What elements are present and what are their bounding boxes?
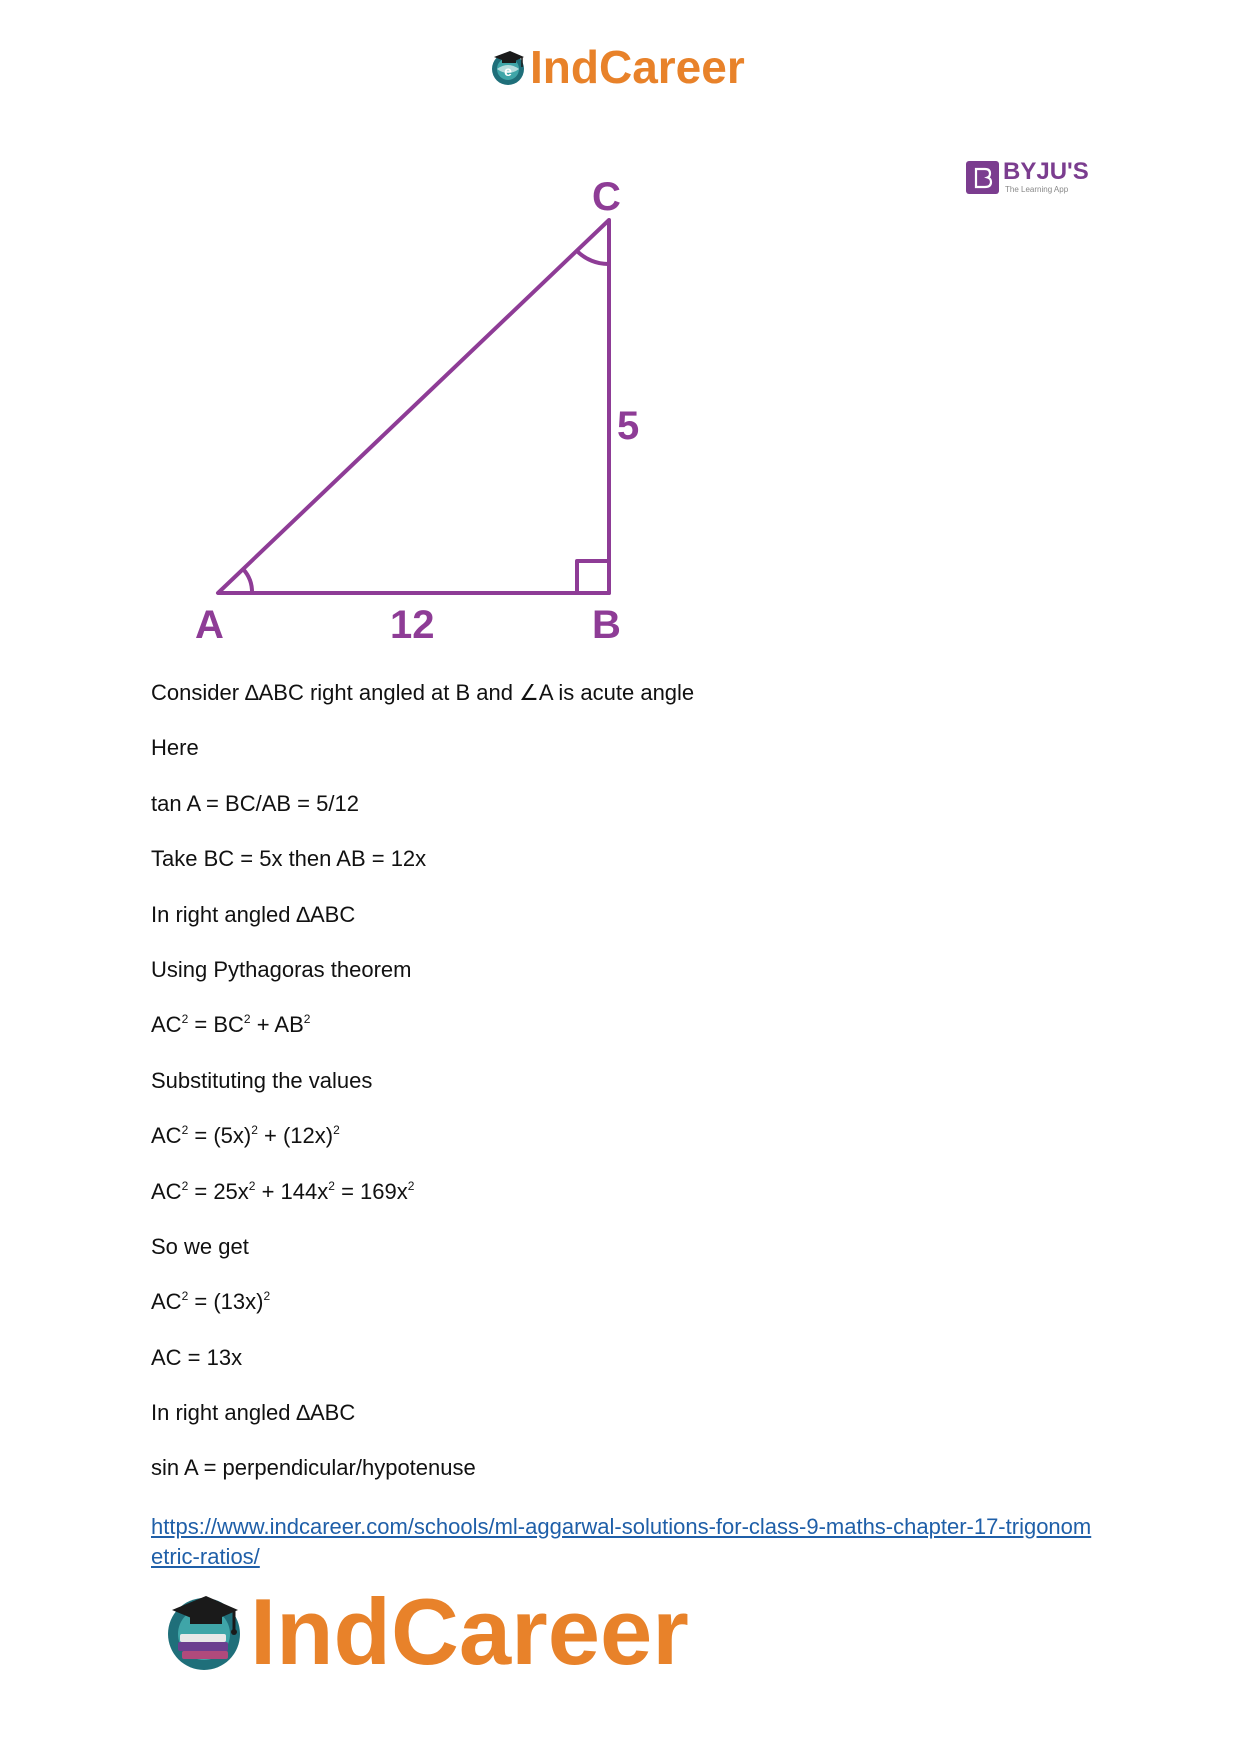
superscript: 2	[181, 1123, 189, 1138]
solution-line: Here	[151, 735, 199, 761]
solution-line: sin A = perpendicular/hypotenuse	[151, 1455, 476, 1481]
superscript: 2	[328, 1178, 335, 1193]
footer-logo-text: IndCareer	[250, 1579, 689, 1684]
line-fragment: = BC	[188, 1012, 244, 1038]
line-fragment: AC	[151, 1178, 182, 1204]
solution-line: AC = 13x	[151, 1344, 243, 1370]
superscript: 2	[181, 1178, 189, 1193]
solution-line	[151, 1012, 1101, 1038]
angle-a-arc	[243, 569, 252, 593]
solution-text	[151, 680, 1101, 1511]
line-fragment: = (5x)	[188, 1123, 252, 1149]
angle-c-arc	[577, 251, 609, 264]
vertex-label-c: C	[592, 175, 621, 219]
line-fragment: + AB	[250, 1012, 304, 1038]
svg-text:e: e	[504, 63, 512, 79]
vertex-label-a: A	[195, 603, 224, 647]
byjus-tagline: The Learning App	[1005, 185, 1069, 194]
solution-line: Consider ∆ABC right angled at B and ∠A is acute angle	[151, 680, 695, 705]
solution-line	[151, 1123, 1101, 1149]
solution-line: In right angled ∆ABC	[151, 1400, 356, 1426]
solution-line	[151, 1179, 1101, 1205]
line-fragment: = 25x	[188, 1178, 249, 1204]
solution-line: Take BC = 5x then AB = 12x	[151, 846, 427, 872]
right-angle-marker	[577, 561, 609, 593]
solution-line: Substituting the values	[151, 1067, 373, 1093]
superscript: 2	[333, 1123, 340, 1138]
triangle-figure	[180, 170, 640, 650]
graduation-cap-globe-icon	[488, 47, 528, 87]
solution-line: tan A = BC/AB = 5/12	[151, 790, 359, 816]
side-label-bc: 5	[617, 404, 640, 448]
byjus-watermark	[966, 160, 1089, 194]
line-fragment: AC	[151, 1289, 182, 1315]
solution-line	[151, 1289, 1101, 1315]
solution-line: So we get	[151, 1233, 249, 1259]
byjus-logo-icon	[966, 161, 999, 194]
line-fragment: AC	[151, 1012, 182, 1038]
byjus-name: BYJU'S	[1003, 158, 1089, 185]
line-fragment: = (13x)	[188, 1289, 264, 1315]
superscript: 2	[251, 1123, 258, 1138]
line-fragment: = 169x	[334, 1178, 408, 1204]
superscript: 2	[181, 1289, 189, 1304]
superscript: 2	[248, 1178, 256, 1193]
source-link[interactable]: https://www.indcareer.com/schools/ml-aggarwal-solutions-for-class-9-maths-chapter-17-trigonometric-ratios/	[151, 1514, 1092, 1569]
superscript: 2	[263, 1289, 271, 1304]
footer-logo	[162, 1579, 689, 1684]
graduation-cap-books-icon	[162, 1590, 246, 1674]
triangle-abc	[218, 220, 609, 593]
superscript: 2	[243, 1012, 251, 1027]
line-fragment: + 144x	[255, 1178, 329, 1204]
superscript: 2	[407, 1178, 415, 1193]
header-logo	[488, 41, 745, 93]
line-fragment: + (12x)	[257, 1123, 334, 1149]
superscript: 2	[181, 1012, 189, 1027]
line-fragment: AC	[151, 1123, 182, 1149]
header-logo-text: IndCareer	[530, 41, 745, 93]
solution-line: In right angled ∆ABC	[151, 901, 356, 927]
solution-line: Using Pythagoras theorem	[151, 956, 412, 982]
vertex-label-b: B	[592, 603, 621, 647]
superscript: 2	[303, 1012, 311, 1027]
side-label-ab: 12	[390, 603, 435, 647]
